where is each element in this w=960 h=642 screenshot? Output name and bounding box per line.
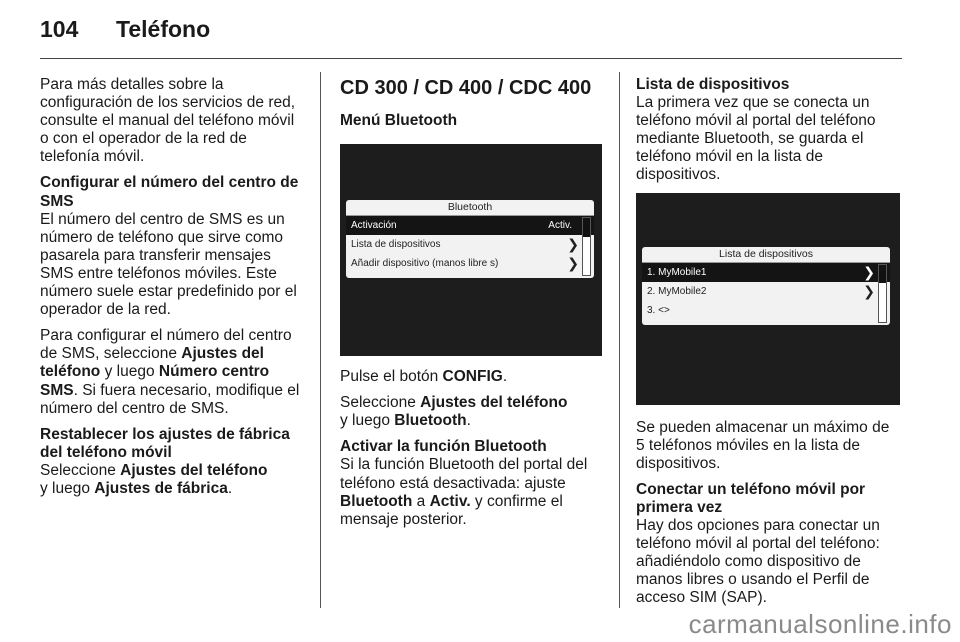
device-list-heading: Lista de dispositivos	[636, 76, 790, 93]
text-run: .	[502, 368, 508, 386]
text-run: y luego	[100, 363, 159, 381]
connect-heading: Conectar un teléfono móvil por primera vez	[636, 480, 866, 516]
text-run: .	[227, 479, 233, 497]
config-instruction	[340, 368, 606, 386]
text-run: y luego	[340, 412, 395, 430]
display-title: Lista de dispositivos	[642, 247, 890, 263]
row-label: Activación	[351, 220, 397, 232]
column-1	[40, 76, 306, 506]
sms-config-paragraph	[40, 327, 306, 417]
activate-heading: Activar la función Bluetooth	[340, 438, 547, 456]
text-run: .	[466, 412, 471, 430]
column-2	[340, 76, 606, 537]
menu-row-add-device[interactable]	[346, 254, 594, 273]
button-ref: CONFIG	[442, 368, 503, 386]
sms-heading: Configurar el número del centro de SMS	[40, 174, 299, 210]
scrollbar[interactable]	[878, 264, 887, 323]
page-title: Teléfono	[116, 16, 211, 42]
column-divider	[320, 72, 321, 608]
display-title: Bluetooth	[346, 200, 594, 216]
menu-row-device-list[interactable]	[346, 235, 594, 254]
page-header	[40, 16, 210, 50]
chevron-right-icon: ❯	[863, 282, 875, 299]
menu-row-activation[interactable]	[346, 216, 594, 235]
row-label: Añadir dispositivo (manos libre s)	[351, 258, 499, 270]
menu-ref: Ajustes del teléfono	[120, 461, 268, 479]
reset-line-2	[40, 480, 306, 498]
column-3	[636, 76, 902, 616]
text-run: Pulse el botón	[340, 368, 443, 386]
text-run: Seleccione	[40, 461, 121, 479]
chevron-right-icon: ❯	[567, 236, 579, 253]
menu-ref: Ajustes de fábrica	[94, 479, 228, 497]
watermark: carmanualsonline.info	[688, 609, 952, 639]
column-divider	[619, 72, 620, 608]
menu-ref: Ajustes del teléfono	[420, 394, 568, 412]
text-run: Si la función Bluetooth del portal del teléfono está desactivada: ajuste	[340, 456, 588, 492]
select-line-1	[340, 394, 606, 412]
menu-ref: Activ.	[429, 492, 471, 510]
device-list-paragraph: La primera vez que se conecta un teléfono móvil al portal del teléfono mediante Bluetooth, se guarda el teléfono móvil en la lista de dispositivos.	[636, 94, 876, 184]
row-label: Lista de dispositivos	[351, 239, 441, 251]
bluetooth-menu-screen	[340, 144, 602, 356]
menu-ref: Ajustes del teléfono	[40, 345, 264, 381]
scrollbar-thumb[interactable]	[879, 265, 886, 284]
connect-paragraph: Hay dos opciones para conectar un teléfono móvil al portal del teléfono: añadiéndolo como dispositivo de manos libres o usando el Perfil de acceso SIM (SAP).	[636, 517, 880, 607]
reset-heading: Restablecer los ajustes de fábrica del teléfono móvil	[40, 425, 290, 461]
menu-ref: Número centro SMS	[40, 363, 270, 399]
chevron-right-icon: ❯	[863, 263, 875, 280]
reset-line-1	[40, 462, 306, 480]
bluetooth-display	[346, 200, 594, 278]
scrollbar[interactable]	[582, 217, 591, 276]
row-value: Activ.	[548, 220, 572, 232]
row-label: 1. MyMobile1	[647, 266, 707, 278]
activate-paragraph	[340, 456, 606, 528]
bluetooth-menu-heading: Menú Bluetooth	[340, 112, 458, 129]
row-label: 3. <>	[647, 304, 670, 316]
device-list-display	[642, 247, 890, 325]
menu-ref: Bluetooth	[394, 412, 467, 430]
text-run: y confirme el mensaje posterior.	[340, 492, 563, 528]
device-row-3[interactable]	[642, 301, 890, 320]
section-heading: CD 300 / CD 400 / CDC 400	[340, 77, 592, 99]
text-run: Para configurar el número del centro de SMS, seleccione	[40, 327, 292, 363]
text-run: . Si fuera necesario, modifique el número del centro de SMS.	[40, 381, 300, 417]
intro-paragraph: Para más detalles sobre la configuración de los servicios de red, consulte el manual del teléfono móvil o con el operador de la red de telefonía móvil.	[40, 76, 296, 166]
page-number: 104	[40, 16, 79, 42]
storage-paragraph: Se pueden almacenar un máximo de 5 teléfonos móviles en la lista de dispositivos.	[636, 418, 890, 472]
text-run: y luego	[40, 479, 95, 497]
device-row-1[interactable]	[642, 263, 890, 282]
row-label: 2. MyMobile2	[647, 285, 707, 297]
scrollbar-thumb[interactable]	[583, 218, 590, 237]
header-rule	[40, 58, 902, 59]
sms-paragraph: El número del centro de SMS es un número de teléfono que sirve como pasarela para transferir mensajes SMS entre teléfonos móviles. Este número suele estar predefinido por el operador de la red.	[40, 210, 297, 319]
device-row-2[interactable]	[642, 282, 890, 301]
text-run: Seleccione	[340, 394, 421, 412]
menu-ref: Bluetooth	[340, 492, 413, 510]
text-run: a	[412, 492, 430, 510]
device-list-screen	[636, 193, 900, 405]
chevron-right-icon: ❯	[567, 255, 579, 272]
select-line-2	[340, 412, 606, 430]
